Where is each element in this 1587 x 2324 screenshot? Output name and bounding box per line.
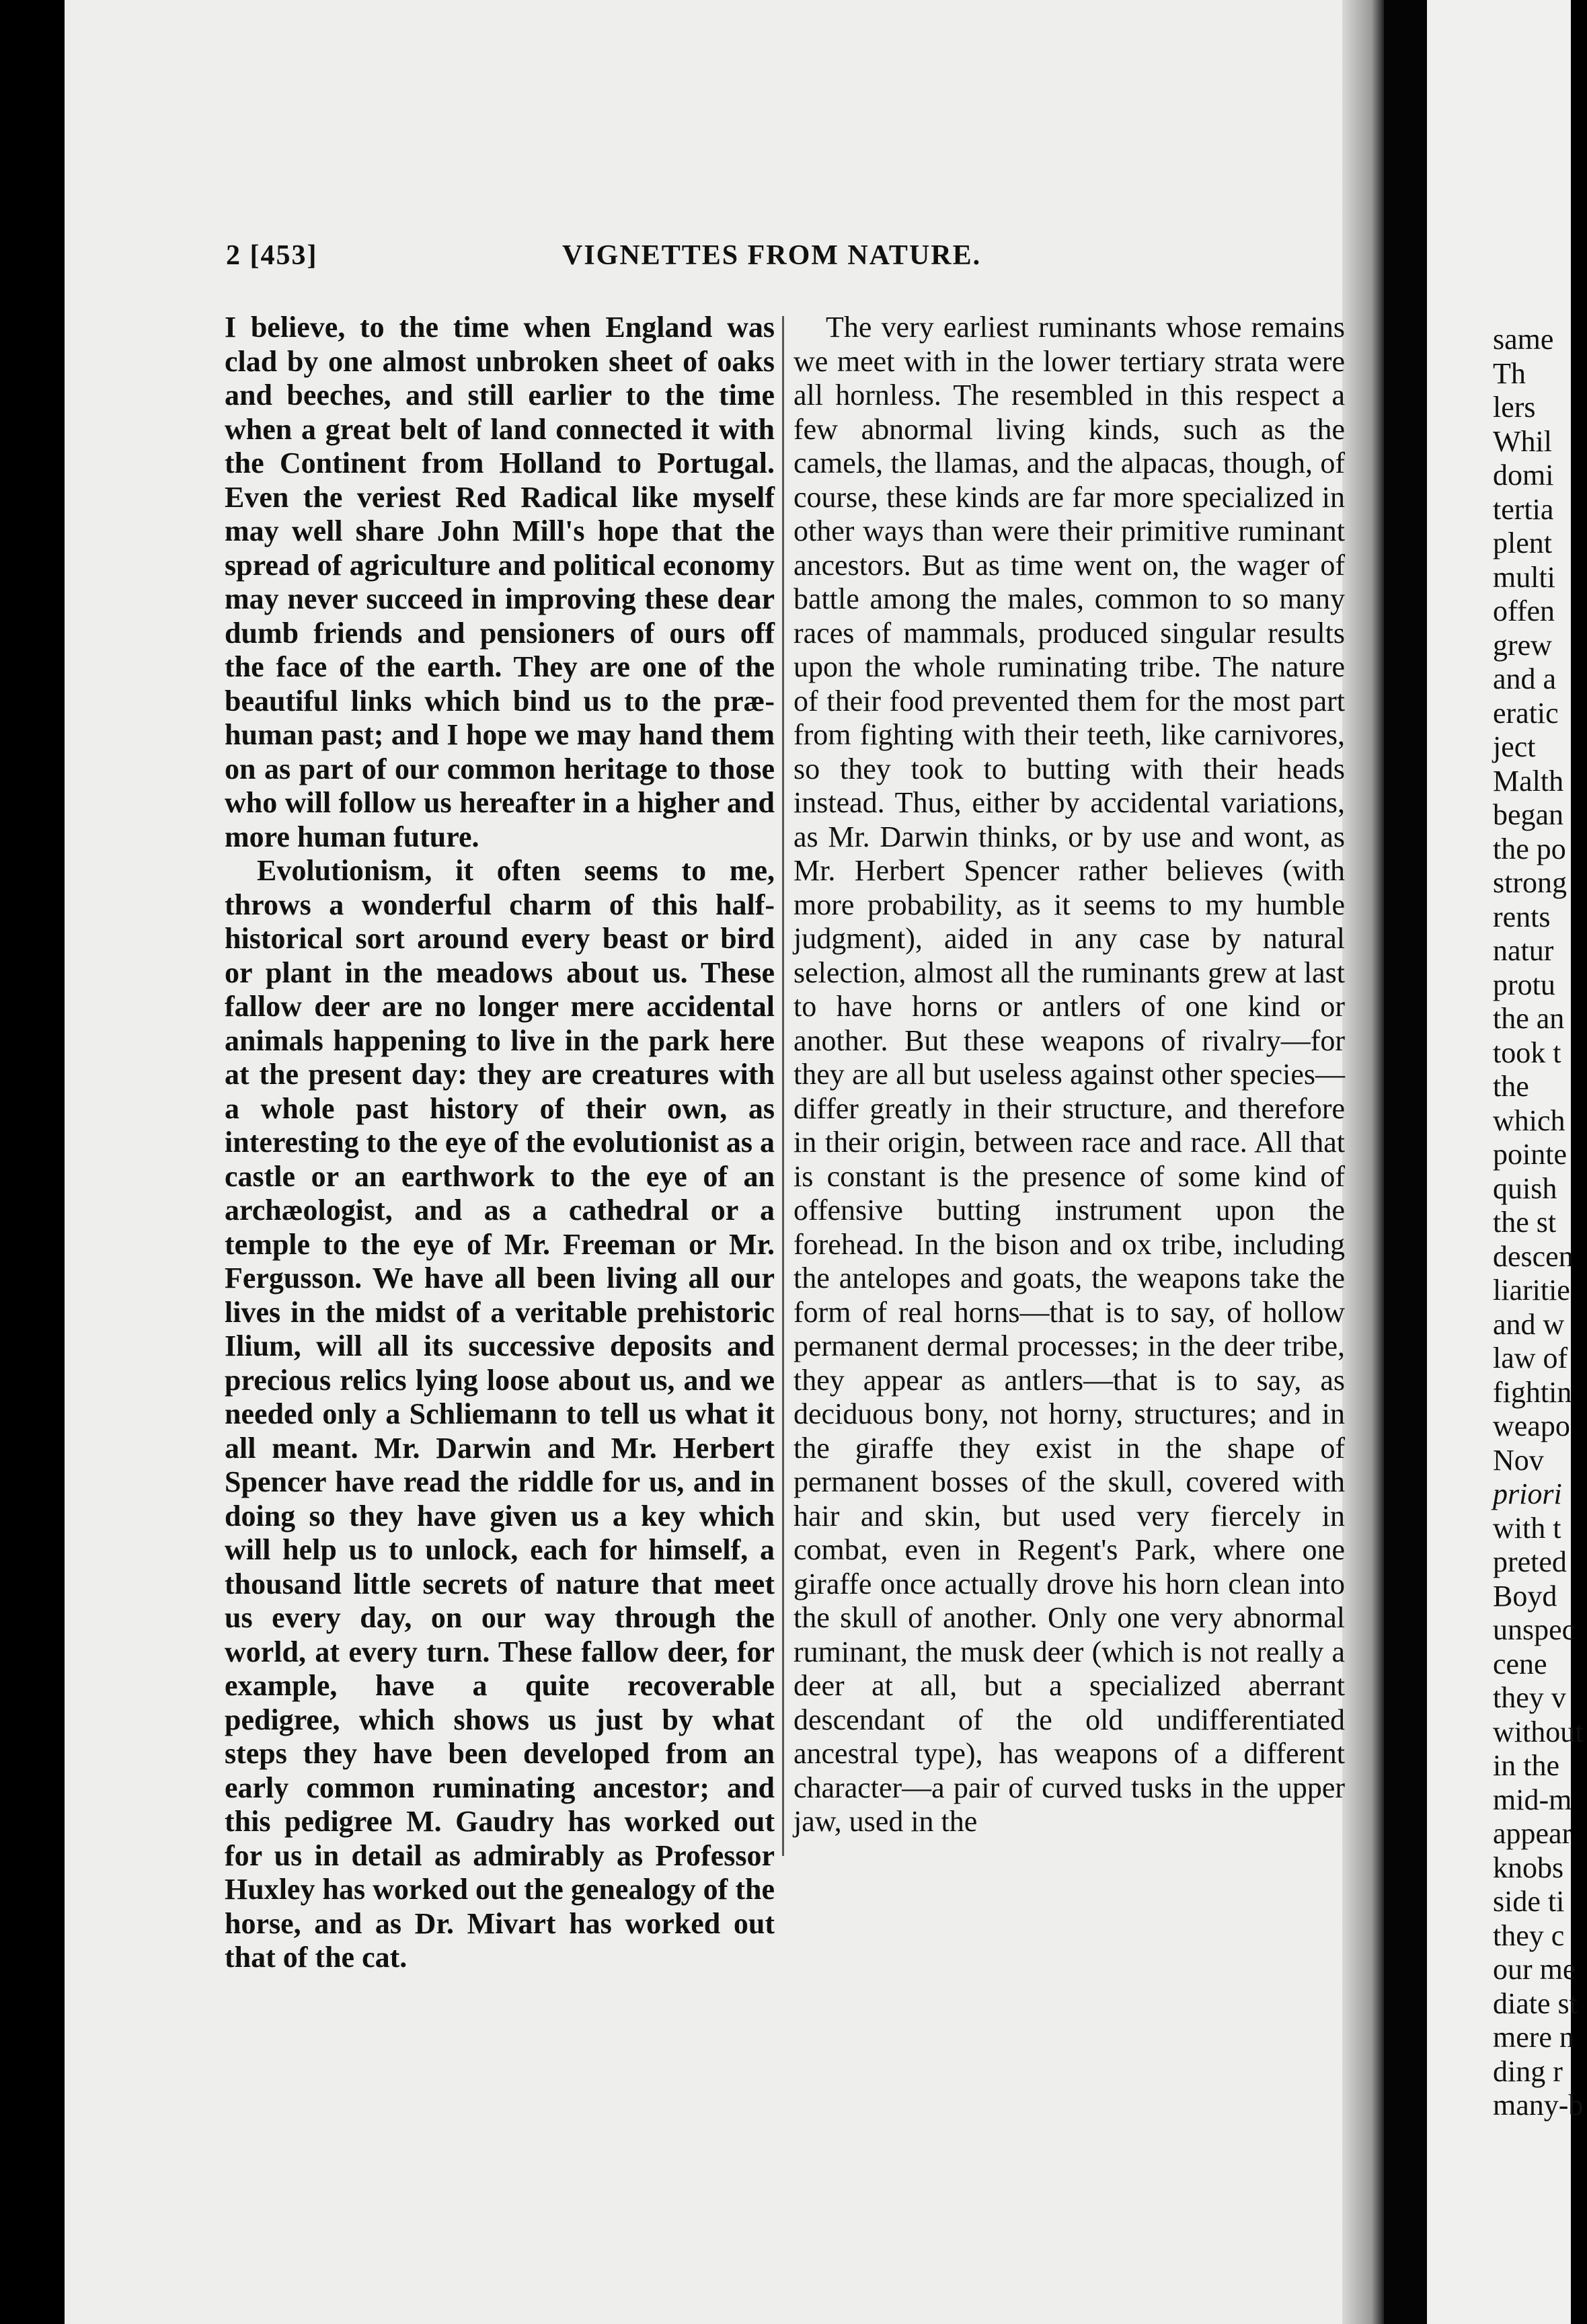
facing-page-line: which <box>1493 1103 1565 1137</box>
facing-page-line: strong <box>1493 866 1567 899</box>
facing-page-line: grew <box>1493 628 1552 662</box>
facing-page-line: took t <box>1493 1036 1561 1069</box>
facing-page-line: domi <box>1493 459 1554 492</box>
facing-page-line: liaritie <box>1493 1274 1570 1307</box>
facing-page-line: unspec <box>1493 1613 1576 1646</box>
facing-page-line: in the <box>1493 1749 1559 1782</box>
facing-page-line: law of <box>1493 1342 1568 1374</box>
facing-page-line: quish <box>1493 1171 1557 1205</box>
facing-page-line: diate st <box>1493 1986 1578 2020</box>
paragraph: Evolutionism, it often seems to me, throws a wonderful charm of this half-historical sort around every beast or bird or plant in the meadows about us. These fallow deer are no longer mere accidental animals happening to live in the park here at the present day: they are creatures with a whole past history of their own, as interesting to the eye of the evolutionist as a castle or an earthwork to the eye of an archæologist, and as a cathedral or a temple to the eye of Mr. Freeman or Mr. Fergusson. We have all been living all our lives in the midst of a veritable prehistoric Ilium, will all its successive deposits and precious relics lying loose about us, and we needed only a Schliemann to tell us what it all meant. Mr. Darwin and Mr. Herbert Spencer have read the riddle for us, and in doing so they have given us a key which will help us to unlock, each for himself, a thousand little secrets of nature that meet us every day, on our way through the world, at every turn. These fallow deer, for example, have a quite recoverable pedigree, which shows us just by what steps they have been developed from an early common ruminating ancestor; and this pedigree M. Gaudry has worked out for us in detail as admirably as Professor Huxley has worked out the genealogy of the horse, and as Dr. Mivart has worked out that of the cat. <box>225 854 775 1974</box>
facing-page-line: lers <box>1493 391 1536 424</box>
paragraph: The very earliest ruminants whose remains we meet with in the lower tertiary strata were all hornless. The resembled in this respect a few abnormal living kinds, such as the camels, the llamas, and the alpacas, though, of course, these kinds are far more specialized in other ways than were their primitive ruminant ancestors. But as time went on, the wager of battle among the males, common to so many races of mammals, produced singular results upon the whole ruminating tribe. The nature of their food prevented them for the most part from fighting with their teeth, like carnivores, so they took to butting with their heads instead. Thus, either by accidental variations, as Mr. Darwin thinks, or by use and wont, as Mr. Herbert Spencer rather believes (with more probability, as it seems to my humble judgment), aided in any case by natural selection, almost all the ruminants grew at last to have horns or antlers of one kind or another. But these weapons of rivalry—for they are all but useless against other species—differ greatly in their structure, and therefore in their origin, between race and race. All that is constant is the presence of some kind of offensive butting instrument upon the forehead. In the bison and ox tribe, including the antelopes and goats, the weapons take the form of real horns—that is to say, of hollow permanent dermal processes; in the deer tribe, they appear as antlers—that is to say, as deciduous bony, not horny, structures; and in the giraffe they exist in the shape of permanent bosses of the skull, covered with hair and skin, but used very fiercely in combat, even in Regent's Park, where one giraffe once actually drove his horn clean into the skull of another. Only one very abnormal ruminant, the musk deer (which is not really a deer at all, but a specialized aberrant descendant of the old undifferentiated ancestral type), has weapons of a different character—a pair of curved tusks in the upper jaw, used in the <box>794 311 1345 1838</box>
facing-page-line: Malth <box>1493 764 1564 798</box>
facing-page-line: with t <box>1493 1511 1561 1545</box>
left-column <box>225 311 775 1975</box>
running-title: VIGNETTES FROM NATURE. <box>562 240 982 271</box>
facing-page-line: cene <box>1493 1647 1547 1680</box>
scan-gutter <box>1384 0 1427 2324</box>
facing-page-line: and a <box>1493 662 1557 695</box>
facing-page-line: eratic <box>1493 696 1559 730</box>
facing-page-line: preted <box>1493 1545 1567 1578</box>
facing-page-line: plent <box>1493 527 1552 559</box>
facing-page-line: rents <box>1493 900 1551 933</box>
facing-page-line: Boyd <box>1493 1579 1557 1613</box>
facing-page-line: and w <box>1493 1307 1565 1341</box>
facing-page-line: priori <box>1493 1477 1562 1510</box>
facing-page-line: the <box>1493 1070 1529 1103</box>
facing-page-line: pointe <box>1493 1138 1567 1171</box>
facing-page-line: same <box>1493 323 1554 356</box>
facing-page-line: knobs <box>1493 1851 1564 1884</box>
paragraph: I believe, to the time when England was clad by one almost unbroken sheet of oaks and beeches, and still earlier to the time when a great belt of land connected it with the Continent from Holland to Portugal. Even the veriest Red Radical like myself may well share John Mill's hope that the spread of agriculture and political economy may never succeed in improving these dear dumb friends and pensioners of ours off the face of the earth. They are one of the beautiful links which bind us to the præ-human past; and I hope we may hand them on as part of our common heritage to those who will follow us hereafter in a higher and more human future. <box>225 311 775 853</box>
facing-page-text <box>1493 323 1587 2123</box>
facing-page-line: weapo <box>1493 1409 1570 1442</box>
facing-page-line: offen <box>1493 594 1555 627</box>
page-fold-shadow <box>1342 0 1384 2324</box>
facing-page-line: tertia <box>1493 492 1554 526</box>
facing-page-line: mere n <box>1493 2021 1574 2054</box>
facing-page-line: multi <box>1493 560 1555 594</box>
facing-page-line: the po <box>1493 832 1566 865</box>
facing-page-line: they v <box>1493 1681 1566 1714</box>
column-rule <box>782 316 784 1856</box>
facing-page-line: descen <box>1493 1239 1574 1273</box>
facing-page-line: they c <box>1493 1919 1565 1952</box>
facing-page-line: our me <box>1493 1953 1576 1986</box>
facing-page-line: fightin <box>1493 1375 1572 1409</box>
facing-page-line: protu <box>1493 968 1555 1001</box>
facing-page-line: the an <box>1493 1002 1565 1035</box>
facing-page <box>1427 0 1584 2324</box>
facing-page-line: appear <box>1493 1817 1572 1850</box>
facing-page-line: the st <box>1493 1206 1557 1239</box>
middle-column <box>794 311 1345 1839</box>
page-header <box>226 239 1067 280</box>
facing-page-line: Whil <box>1493 424 1552 458</box>
facing-page-line: ding r <box>1493 2054 1563 2088</box>
page-number: 2 [453] <box>226 240 318 271</box>
facing-page-line: began <box>1493 798 1564 831</box>
facing-page-line: Nov <box>1493 1443 1544 1477</box>
facing-page-line: without <box>1493 1715 1584 1748</box>
facing-page-line: natur <box>1493 934 1554 967</box>
facing-page-line: mid-m <box>1493 1783 1572 1816</box>
facing-page-line: many-b <box>1493 2089 1584 2122</box>
facing-page-line: side ti <box>1493 1885 1565 1918</box>
facing-page-line: Th <box>1493 356 1526 390</box>
facing-page-line: ject <box>1493 730 1536 763</box>
